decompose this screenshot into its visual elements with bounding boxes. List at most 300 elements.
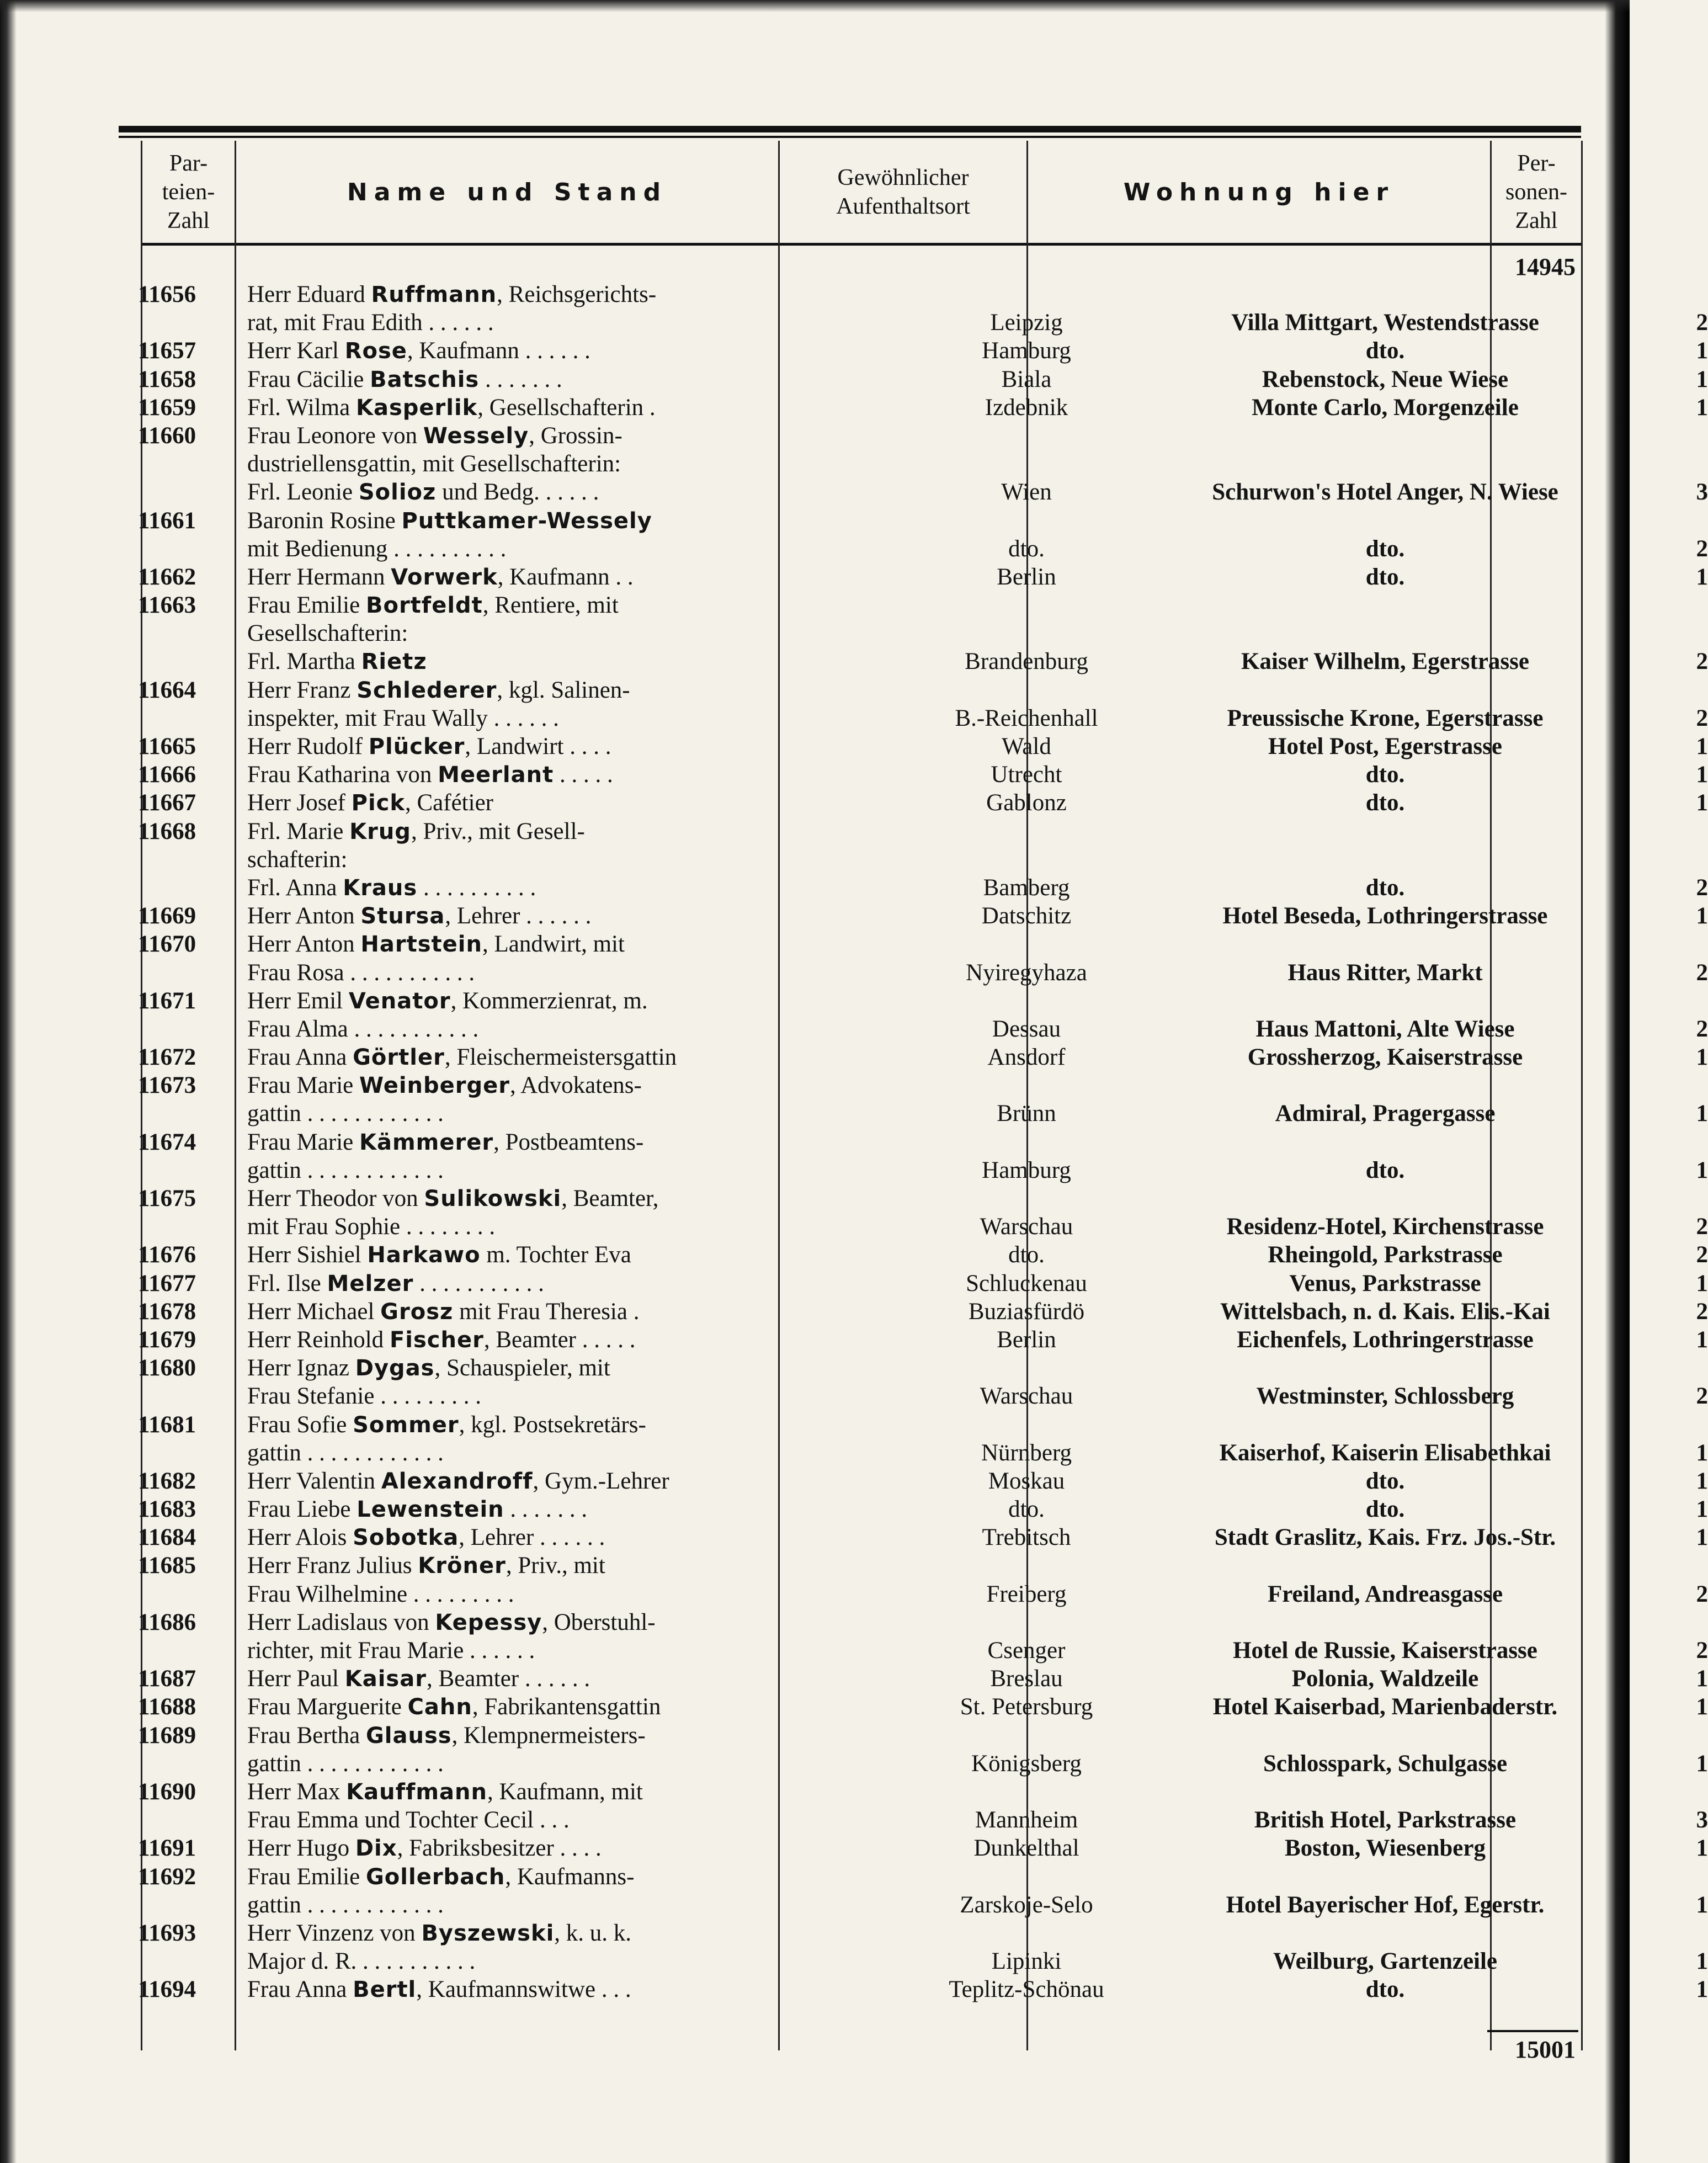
person-count: 1 [1696,1976,1708,2003]
lodging-address: Eichenfels, Lothringerstrasse [1237,1326,1534,1353]
header-lodging-here: Wohnung hier [1123,178,1395,206]
party-number: 11656 [138,281,196,307]
list-item [138,874,1708,902]
party-number: 11691 [138,1835,196,1862]
person-count: 1 [1696,1750,1708,1777]
name-and-status [247,930,898,959]
status-text: , Gym.-Lehrer [533,1468,669,1494]
lodging-address: dto. [1365,790,1405,816]
list-item [138,1128,1578,1156]
surname: Puttkamer-Wessely [401,508,652,534]
name-and-status [247,422,898,450]
party-number: 11672 [138,1044,196,1071]
name-and-status [247,1891,898,1920]
list-item [138,1043,1708,1071]
name-and-status [247,309,898,337]
person-count: 2 [1696,1016,1708,1042]
person-count: 1 [1696,1835,1708,1862]
party-number: 11671 [138,987,196,1014]
person-count: 2 [1696,1298,1708,1325]
person-count: 2 [1696,1638,1708,1664]
usual-residence: Nyiregyhaza [966,959,1087,986]
name-and-status [247,1184,898,1213]
name-and-status [247,732,898,761]
list-item [138,337,1708,365]
list-item [138,619,1578,647]
party-number: 11663 [138,592,196,619]
person-count: 1 [1696,1101,1708,1127]
person-count: 1 [1696,1044,1708,1071]
name-text: Frau Cäcilie [247,366,370,392]
list-item [138,1551,1578,1580]
list-item [138,1467,1708,1495]
list-item [138,450,1578,478]
list-item [138,1071,1578,1099]
usual-residence: Izdebnik [985,394,1068,421]
surname: Bertl [353,1977,417,2003]
party-number: 11669 [138,903,196,929]
name-text: Herr Vinzenz von [247,1920,422,1946]
list-item [138,1156,1708,1184]
status-text: . . . . . [554,762,613,788]
status-text: . . . . . . . . . . . [413,1270,544,1296]
name-text: Frl. Marie [247,818,350,844]
list-item [138,535,1708,563]
name-text: Herr Valentin [247,1468,381,1494]
name-text: Herr Emil [247,987,349,1014]
party-number: 11680 [138,1355,196,1381]
list-item [138,1636,1708,1665]
name-and-status [247,1213,898,1241]
surname: Sobotka [353,1525,459,1551]
list-item [138,676,1578,704]
name-text: gattin . . . . . . . . . . . . [247,1157,444,1183]
person-count: 1 [1696,903,1708,929]
status-text: , Priv., mit Gesell- [411,818,585,844]
name-and-status [247,1411,898,1439]
name-text: Frau Anna [247,1976,353,2003]
list-item [138,591,1578,619]
list-item [138,987,1578,1015]
usual-residence: Warschau [980,1214,1073,1240]
list-item [138,789,1708,817]
name-and-status [247,1382,898,1411]
name-text: Herr Josef [247,790,352,816]
list-item [138,930,1578,958]
usual-residence: Dessau [992,1016,1061,1042]
person-count: 1 [1696,394,1708,421]
status-text: , Gesellschafterin . [477,394,656,421]
list-item [138,280,1578,309]
person-count: 1 [1696,564,1708,590]
name-text: schafterin: [247,846,348,873]
scan-border-left [0,0,17,2163]
party-number: 11666 [138,762,196,788]
lodging-address: Admiral, Pragergasse [1275,1101,1496,1127]
lodging-address: Polonia, Waldzeile [1291,1666,1479,1692]
scan-border-right [1605,0,1630,2163]
name-and-status [247,365,898,394]
surname: Lewenstein [357,1497,504,1523]
lodging-address: Venus, Parkstrasse [1289,1270,1481,1296]
usual-residence: Zarskoje-Selo [960,1891,1093,1918]
surname: Kepessy [435,1609,542,1635]
list-item [138,1806,1708,1834]
person-count: 1 [1696,1157,1708,1183]
name-text: Frl. Leonie [247,479,359,506]
list-item [138,507,1578,535]
status-text: . . . . . . . [504,1496,588,1523]
party-number: 11673 [138,1072,196,1099]
surname: Dix [355,1836,397,1862]
list-item [138,761,1708,789]
surname: Krug [349,819,411,844]
lodging-address: dto. [1365,1468,1405,1494]
status-text: , Grossin- [529,422,622,449]
surname: Solioz [358,480,437,506]
usual-residence: Warschau [980,1383,1073,1410]
name-and-status [247,280,898,309]
name-and-status [247,1071,898,1100]
name-text: Herr Franz [247,677,357,703]
status-text: , Landwirt, mit [482,931,625,958]
person-count: 2 [1696,1214,1708,1240]
person-count: 1 [1696,1496,1708,1523]
name-text: Herr Sishiel [247,1242,368,1268]
surname: Cahn [407,1694,472,1720]
lodging-address: Freiland, Andreasgasse [1267,1581,1503,1607]
list-item [138,846,1578,874]
list-item [138,1326,1708,1354]
person-count: 1 [1696,1439,1708,1466]
list-item [138,1580,1708,1608]
person-count: 2 [1696,310,1708,336]
name-and-status [247,987,898,1016]
name-and-status [247,959,898,987]
name-text: Frau Marie [247,1072,359,1099]
lodging-address: Stadt Graslitz, Kais. Frz. Jos.-Str. [1214,1524,1556,1551]
name-text: rat, mit Frau Edith . . . . . . [247,310,494,336]
party-number: 11694 [138,1976,196,2003]
usual-residence: Wald [1002,734,1051,759]
person-count: 2 [1696,1581,1708,1607]
status-text: , k. u. k. [554,1920,632,1946]
usual-residence: Berlin [997,564,1056,590]
list-item [138,1495,1708,1523]
surname: Stursa [360,904,445,929]
status-text: , Postbeamtens- [493,1129,644,1155]
name-and-status [247,1919,898,1948]
status-text: , kgl. Salinen- [497,677,630,703]
name-and-status [247,394,898,422]
surname: Hartstein [360,932,482,958]
list-item [138,1863,1578,1891]
name-and-status [247,1439,898,1468]
surname: Sommer [353,1412,459,1438]
surname: Fischer [389,1327,484,1353]
party-number: 11659 [138,394,196,421]
usual-residence: dto. [1008,1496,1045,1523]
name-text: Frau Stefanie . . . . . . . . . [247,1383,481,1410]
lodging-address: Wittelsbach, n. d. Kais. Elis.-Kai [1220,1298,1550,1325]
name-text: Herr Max [247,1778,347,1805]
name-text: richter, mit Frau Marie . . . . . . [247,1638,535,1664]
name-and-status [247,817,898,846]
usual-residence: Wien [1001,479,1052,506]
status-text: , Kaufmann . . [497,564,634,590]
name-text: Frau Liebe [247,1496,357,1523]
name-and-status [247,1721,898,1750]
list-item [138,1241,1708,1269]
lodging-address: Preussische Krone, Egerstrasse [1227,705,1544,731]
party-number: 11670 [138,931,196,958]
person-count: 1 [1696,1666,1708,1692]
party-number: 11693 [138,1920,196,1946]
usual-residence: Gablonz [986,790,1067,816]
person-count: 1 [1696,338,1708,364]
usual-residence: Csenger [987,1638,1066,1664]
name-text: Frau Alma . . . . . . . . . . . [247,1016,479,1042]
name-and-status [247,1834,898,1863]
name-and-status [247,1947,898,1976]
person-count: 1 [1696,1694,1708,1720]
lodging-address: Hotel Post, Egerstrasse [1268,734,1502,759]
lodging-address: Kaiser Wilhelm, Egerstrasse [1241,649,1529,675]
name-text: inspekter, mit Frau Wally . . . . . . [247,705,559,731]
party-number: 11676 [138,1242,196,1268]
name-text: Frau Leonore von [247,422,423,449]
surname: Sulikowski [424,1186,562,1211]
usual-residence: Trebitsch [982,1524,1071,1551]
name-text: Frau Wilhelmine . . . . . . . . . [247,1581,514,1607]
name-text: gattin . . . . . . . . . . . . [247,1891,444,1918]
list-item [138,394,1708,422]
party-number: 11679 [138,1326,196,1353]
status-text: , Fleischermeistersgattin [444,1044,677,1071]
list-item [138,1411,1578,1439]
usual-residence: Utrecht [991,762,1062,788]
name-and-status [247,1863,898,1891]
usual-residence: Brandenburg [965,649,1088,675]
list-item [138,309,1708,337]
status-text: , Advokatens- [510,1072,642,1099]
list-item [138,563,1708,591]
usual-residence: Datschitz [981,903,1072,929]
status-text: mit Frau Theresia . [453,1298,640,1325]
list-item [138,817,1578,846]
list-item [138,1693,1708,1721]
party-number: 11689 [138,1722,196,1749]
name-text: Herr Hermann [247,564,391,590]
surname: Grosz [380,1299,454,1325]
person-count: 1 [1696,1326,1708,1353]
party-number: 11690 [138,1778,196,1805]
list-item [138,1834,1708,1862]
party-number: 11661 [138,507,196,534]
status-text: , Cafétier [405,790,493,816]
lodging-address: Weilburg, Gartenzeile [1273,1948,1498,1975]
name-text: Baronin Rosine [247,507,402,534]
name-and-status [247,1806,898,1835]
name-and-status [247,761,898,789]
usual-residence: Buziasfürdö [968,1298,1085,1325]
name-and-status [247,450,898,479]
list-item [138,1665,1708,1693]
lodging-address: dto. [1365,1976,1405,2003]
list-item [138,1947,1708,1975]
person-count: 1 [1696,1468,1708,1494]
lodging-address: Grossherzog, Kaiserstrasse [1247,1044,1523,1071]
party-number: 11684 [138,1524,196,1551]
status-text: m. Tochter Eva [480,1242,631,1268]
status-text: und Bedg. . . . . . [436,479,599,506]
lodging-address: Monte Carlo, Morgenzeile [1252,394,1519,421]
lodging-address: Kaiserhof, Kaiserin Elisabethkai [1219,1439,1551,1466]
surname: Venator [348,988,451,1014]
name-and-status [247,507,898,535]
scan-border-top [0,0,1630,12]
name-text: Frl. Ilse [247,1270,327,1296]
name-and-status [247,846,898,874]
surname: Görtler [353,1045,445,1071]
name-and-status [247,1128,898,1157]
person-count: 2 [1696,1242,1708,1268]
lodging-address: Haus Mattoni, Alte Wiese [1255,1016,1515,1042]
name-and-status [247,1043,898,1072]
surname: Kröner [418,1553,506,1579]
surname: Bortfeldt [365,593,483,619]
status-text: , Beamter, [561,1186,659,1211]
person-count: 1 [1696,1524,1708,1551]
lodging-address: Residenz-Hotel, Kirchenstrasse [1226,1214,1544,1240]
usual-residence: Leipzig [990,310,1063,336]
person-count: 2 [1696,705,1708,731]
top-thin-rule [119,136,1581,138]
name-and-status [247,1975,898,2004]
list-item [138,1269,1708,1298]
list-item [138,422,1578,450]
usual-residence: St. Petersburg [960,1694,1093,1720]
name-text: Herr Eduard [247,281,371,307]
name-and-status [247,1750,898,1778]
header-usual-residence: Gewöhnlicher Aufenthaltsort [836,165,970,219]
total-rule [1487,2030,1578,2032]
person-count: 2 [1696,1383,1708,1410]
carried-total: 14945 [1515,253,1576,280]
name-and-status [247,1156,898,1185]
list-item [138,1382,1708,1410]
party-number: 11658 [138,366,196,392]
name-and-status [247,676,898,705]
name-and-status [247,704,898,733]
list-item [138,704,1708,732]
list-item [138,478,1708,506]
name-and-status [247,1099,898,1128]
usual-residence: Breslau [990,1666,1063,1692]
status-text: , kgl. Postsekretärs- [459,1411,646,1438]
name-text: mit Frau Sophie . . . . . . . . [247,1214,496,1240]
status-text: , Lehrer . . . . . . [445,903,592,929]
lodging-address: Hotel de Russie, Kaiserstrasse [1233,1638,1537,1664]
surname: Schlederer [357,677,497,703]
name-text: Frl. Anna [247,874,343,901]
name-text: gattin . . . . . . . . . . . . [247,1439,444,1466]
surname: Batschis [370,366,480,392]
usual-residence: Schluckenau [966,1270,1087,1296]
top-double-rule [119,126,1581,132]
surname: Plücker [368,734,465,759]
surname: Kämmerer [359,1129,494,1155]
name-text: Frau Marie [247,1129,359,1155]
person-count: 1 [1696,790,1708,816]
lodging-address: Rebenstock, Neue Wiese [1262,366,1509,392]
name-and-status [247,619,898,648]
surname: Gollerbach [365,1864,506,1890]
usual-residence: Lipinki [991,1948,1062,1975]
name-and-status [247,1467,898,1496]
name-text: Herr Anton [247,903,361,929]
lodging-address: dto. [1365,338,1405,364]
name-and-status [247,1693,898,1721]
lodging-address: Schurwon's Hotel Anger, N. Wiese [1212,479,1558,506]
name-text: Herr Ladislaus von [247,1609,435,1635]
party-number: 11674 [138,1129,196,1155]
person-count: 3 [1696,479,1708,506]
name-text: Herr Paul [247,1666,345,1692]
header-person-count: Per- sonen- Zahl [1505,151,1567,233]
surname: Kasperlik [355,395,478,421]
surname: Vorwerk [391,564,498,590]
name-and-status [247,1665,898,1693]
usual-residence: B.-Reichenhall [955,705,1098,731]
lodging-address: Westminster, Schlossberg [1256,1383,1514,1410]
list-item [138,365,1708,394]
list-item [138,1298,1708,1326]
party-number: 11664 [138,677,196,703]
status-text: , Beamter . . . . . [483,1326,636,1353]
name-text: Herr Reinhold [247,1326,390,1353]
status-text: , Rentiere, mit [482,592,619,619]
person-count: 2 [1696,959,1708,986]
name-and-status [247,1326,898,1354]
person-count: 2 [1696,535,1708,562]
name-text: Herr Rudolf [247,734,369,759]
name-text: Frau Katharina von [247,762,438,788]
name-text: Herr Anton [247,931,361,958]
party-number: 11677 [138,1270,196,1296]
status-text: , Beamter . . . . . . [426,1666,590,1692]
status-text: , Landwirt . . . . [465,734,611,759]
list-item [138,1099,1708,1128]
status-text: . . . . . . . . . . [417,874,536,901]
status-text: , Schauspieler, mit [434,1355,610,1381]
list-item [138,1184,1578,1213]
header-party-number: Par- teien- Zahl [162,151,215,233]
list-item [138,647,1708,676]
list-item [138,732,1708,761]
name-text: dustriellensgattin, mit Gesellschafterin: [247,451,621,477]
list-item [138,1354,1578,1382]
name-text: Herr Michael [247,1298,381,1325]
party-number: 11692 [138,1863,196,1890]
surname: Meerlant [438,762,554,788]
person-count: 1 [1696,1948,1708,1975]
name-text: Herr Hugo [247,1835,355,1862]
lodging-address: dto. [1365,874,1405,901]
list-item [138,1721,1578,1750]
list-item [138,1778,1578,1806]
name-text: Frau Emilie [247,1863,366,1890]
